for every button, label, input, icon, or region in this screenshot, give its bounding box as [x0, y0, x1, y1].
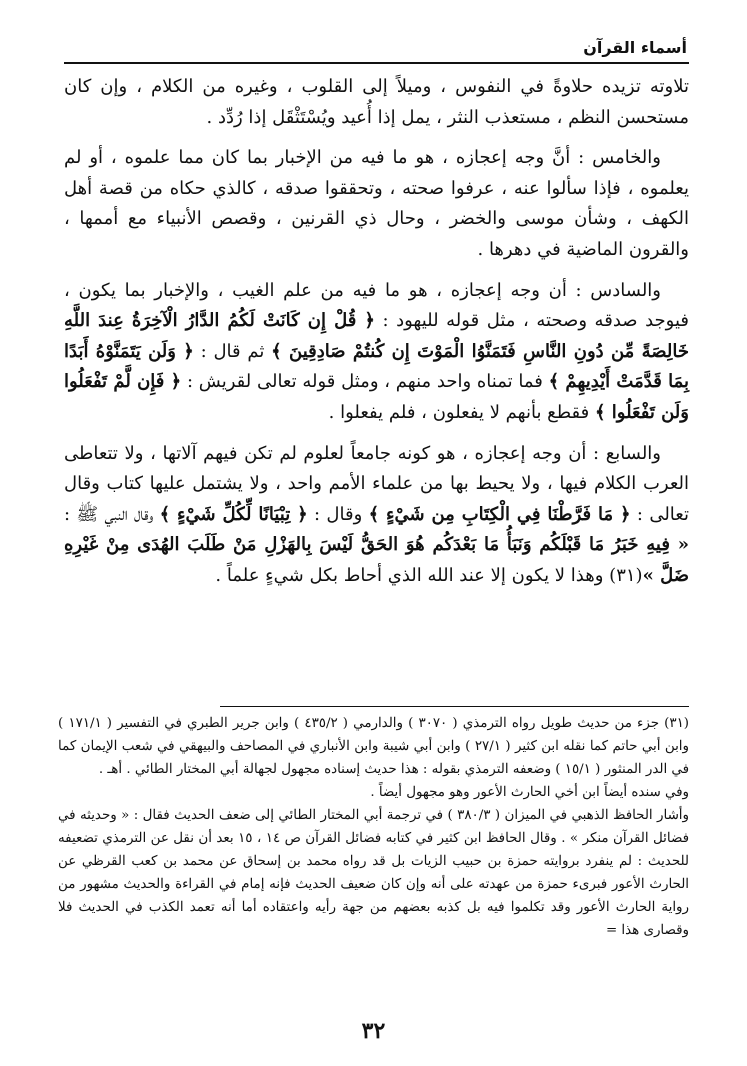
- text-run: وقال :: [307, 503, 369, 525]
- footnote-31: (٣١) جزء من حديث طويل رواه الترمذي ( ٣٠٧٠ ) والدارمي ( ٤٣٥/٢ ) وابن جرير الطبري في التفسير ( ١٧١/١ ) وابن أبي حاتم كما نقله ابن كثير ( ٢٧/١ ) وابن أبي شيبة وابن الأنباري في المصاحف والبيهقي في شعب الإيمان كما في الدر المنثور ( ١٥/١ ) وضعفه الترمذي بقوله : هذا حديث إسناده مجهول لجهالة أبي المختار الطائي . أهـ .: [58, 716, 689, 777]
- running-header: [64, 28, 689, 64]
- text-run: فقطع بأنهم لا يفعلون ، فلم يفعلوا .: [328, 401, 595, 423]
- footnote-note: وفي سنده أيضاً ابن أخي الحارث الأعور وهو مجهول أيضاً .: [370, 785, 689, 800]
- page-number: ٣٢: [361, 1018, 386, 1044]
- text-run: والسابع : أن وجه إعجازه ، هو كونه جامعاً لعلوم لم تكن فيهم آلاتها ، ولا تتعاطى العرب الكلام فيها ، ولا يحيط بها من علماء الأمم واحد ، ولا يشتمل عليها كتاب وقال تعالى :: [64, 442, 689, 525]
- text-run: (٣١) وهذا لا يكون إلا عند الله الذي أحاط بكل شيءٍ علماً .: [215, 564, 643, 586]
- quran-verse: ﴿ قُلْ إِن كَانَتْ لَكُمُ الدَّارُ الْآخِرَةُ عِندَ اللَّهِ خَالِصَةً مِّن دُونِ النَّاسِ فَتَمَنَّوُا الْمَوْتَ إِن كُنتُمْ صَادِقِينَ ﴾: [64, 310, 689, 362]
- paragraph-sixth: [64, 276, 689, 429]
- hadith-quote: « فِيهِ خَبَرُ مَا قَبْلَكُم وَنَبَأُ مَا بَعْدَكُم هُوَ الحَقُّ لَيْسَ بِالهَزْلِ مَنْ طَلَبَ الهُدَى مِنْ غَيْرِهِ ضَلَّ »: [64, 534, 689, 586]
- quran-verse: ﴿ مَا فَرَّطْنَا فِي الْكِتَابِ مِن شَيْءٍ ﴾: [368, 503, 631, 525]
- footnote-separator: [220, 706, 689, 707]
- footnote-note: وأشار الحافظ الذهبي في الميزان ( ٣٨٠/٣ ) في ترجمة أبي المختار الطائي إلى ضعف الحديث فقال : « وحديثه في فضائل القرآن منكر » . وقال الحافظ ابن كثير في كتابه فضائل القرآن ص ١٤ ، ١٥ بعد أن نقل عن الترمذي تضعيفه للحديث : لم ينفرد بروايته حمزة بن حبيب الزيات بل قد رواه محمد بن إسحاق عن محمد بن كعب القرظي عن الحارث الأعور فبرىء حمزة من عهدته على أنه وإن كان ضعيف الحديث فإنه إمام في القراءة والحديث مشهور من رواية الحارث الأعور وقد تكلموا فيه بل كذبه بعضهم من جهة رأيه واعتقاده أما أنه تعمد الكذب في الحديث فلا وقصارى هذا =: [58, 808, 689, 938]
- quran-verse: ﴿ فَإِن لَّمْ تَفْعَلُوا وَلَن تَفْعَلُوا ﴾: [64, 371, 689, 423]
- quran-verse: ﴿ تِبْيَانًا لِّكُلِّ شَيْءٍ ﴾: [159, 503, 308, 525]
- quran-verse: ﴿ وَلَن يَتَمَنَّوْهُ أَبَدًا بِمَا قَدَّمَتْ أَيْدِيهِمْ ﴾: [64, 340, 689, 393]
- paragraph-seventh: [64, 439, 689, 592]
- footnotes: [58, 712, 689, 942]
- text-run: وقال النبي ﷺ :: [64, 503, 160, 525]
- text-run: ثم قال :: [193, 340, 272, 362]
- text-run: فما تمناه واحد منهم ، ومثل قوله تعالى لقريش :: [181, 371, 549, 393]
- header-title: أسماء القرآن: [583, 38, 687, 57]
- paragraph-fifth: والخامس : أنَّ وجه إعجازه ، هو ما فيه من الإخبار بما كان مما علموه ، أو لم يعلموه ، فإذا سألوا عنه ، عرفوا صحته ، وتحققوا صدقه ، كالذي حكاه من قصة أهل الكهف ، وشأن موسى والخضر ، وحال ذي القرنين ، وقصص الأنبياء مع أممها ، والقرون الماضية في دهرها .: [64, 147, 689, 260]
- main-text: [64, 72, 689, 602]
- paragraph-1: تلاوته تزيده حلاوةً في النفوس ، وميلاً إلى القلوب ، وغيره من الكلام ، وإن كان مستحسن النظم ، مستعذب النثر ، يمل إذا أُعيد ويُسْتَثْقَل إذا رُدِّد .: [64, 76, 689, 128]
- text-run: والسادس : أن وجه إعجازه ، هو ما فيه من علم الغيب ، والإخبار بما يكون ، فيوجد صدقه وصحته ، مثل قوله لليهود :: [64, 279, 689, 332]
